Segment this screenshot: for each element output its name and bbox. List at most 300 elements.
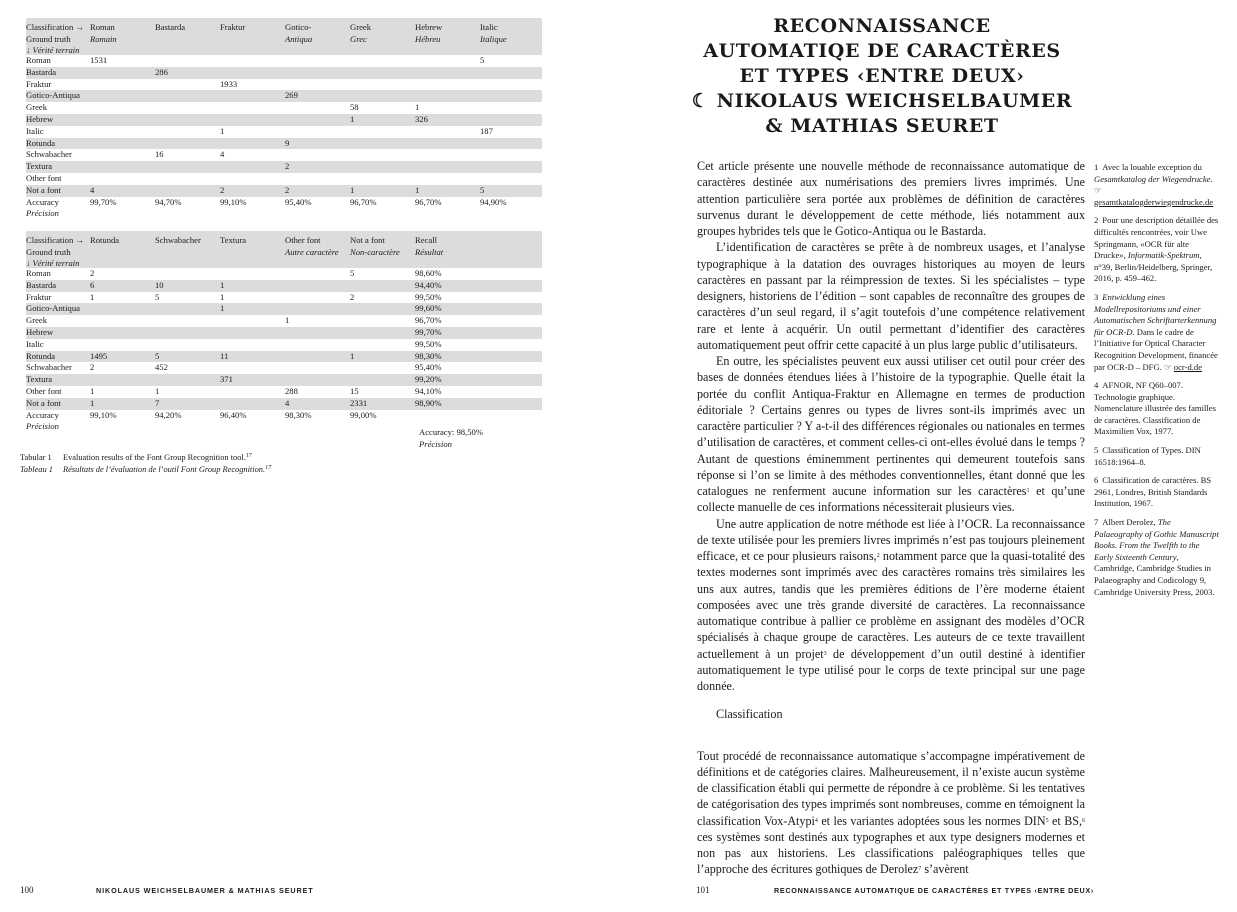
table-cell [90, 315, 155, 327]
table-cell [155, 126, 220, 138]
footnote-number: 1 [1094, 162, 1099, 172]
intro-paragraphs [697, 158, 1085, 694]
table-cell [155, 268, 220, 280]
table-cell [480, 161, 545, 173]
table-cell: 1531 [90, 55, 108, 65]
text-run: Albert Derolez, [1102, 517, 1158, 528]
footnote-number: 3 [1094, 291, 1099, 302]
table-cell: 2 [285, 184, 290, 195]
table-row [26, 303, 542, 315]
text-run: Tout procédé de reconnaissance automatique s’accompagne impérativement de définitions et de catégories claires. Malheureusement, il n’existe aucun système de classification établi qui permette de répondre à ce problème. Si les tentatives de catégorisation des types imprimés sont nombreuses, comme en témoignent la classification Vox-Atypi [697, 748, 1085, 828]
table-cell [90, 173, 155, 185]
column-header-en: Bastarda [155, 22, 186, 32]
table-cell [90, 138, 155, 150]
table-cell [155, 102, 220, 114]
table-cell [220, 362, 285, 374]
table-cell [220, 55, 285, 67]
row-label: Roman [26, 55, 51, 65]
table-cell [285, 67, 350, 79]
row-label: Rotunda [26, 350, 56, 361]
table-cell: 98,30% [415, 350, 442, 361]
italic-run: Informatik-Spektrum [1127, 250, 1200, 261]
table-cell [350, 67, 415, 79]
table-cell [480, 280, 545, 292]
row-label: Italic [26, 338, 44, 349]
table-cell: 5 [480, 55, 485, 65]
table-cell: 4 [90, 184, 95, 195]
table-cell: 15 [350, 385, 359, 396]
table-cell: 99,50% [415, 291, 442, 302]
footnote-ref: 4 [814, 817, 818, 824]
corner-ground-truth: Ground truth [26, 246, 71, 257]
table-row [26, 67, 542, 79]
corner-classification: Classification → [26, 22, 84, 32]
text-run: ces systèmes sont destinés aux typographes et aux type designers modernes et non pas aux historiens. Les classifications paléographiques telles que l’approche des écritures gothiques de Derolez [697, 829, 1085, 877]
accuracy-cell [480, 410, 545, 434]
table-row [26, 114, 542, 126]
table-cell: 1 [415, 184, 420, 195]
table-cell [285, 362, 350, 374]
table-cell [350, 126, 415, 138]
row-label: Rotunda [26, 137, 56, 148]
table-cell [350, 315, 415, 327]
table-row [26, 374, 542, 386]
table-cell [155, 138, 220, 150]
table-row [26, 161, 542, 173]
article-body [697, 158, 1085, 878]
body-paragraph [697, 516, 1085, 695]
table-cell [480, 268, 545, 280]
table-cell [285, 126, 350, 138]
footnote-ref: 5 [1045, 817, 1049, 824]
table1-header [26, 18, 542, 55]
table-cell [220, 339, 285, 351]
table-cell: 5 [155, 291, 160, 302]
column-header-fr: Hébreu [415, 33, 441, 44]
column-header-en: Schwabacher [155, 235, 201, 245]
table-cell [350, 339, 415, 351]
table-cell: 98,60% [415, 268, 442, 278]
header-corner [26, 235, 90, 270]
table-cell [220, 161, 285, 173]
table-cell: 2 [350, 291, 355, 302]
table-cell [285, 173, 350, 185]
overall-accuracy-fr: Précision [419, 438, 452, 449]
table-cell: 1 [90, 397, 95, 408]
table-cell: 99,20% [415, 374, 442, 385]
column-header [350, 22, 415, 57]
table-cell [480, 138, 545, 150]
table-row [26, 351, 542, 363]
table-cell: 1 [220, 291, 225, 302]
table-row [26, 126, 542, 138]
footnote [1094, 475, 1220, 510]
footnote-number: 2 [1094, 215, 1099, 226]
column-header [480, 22, 545, 57]
footnote-ref: 6 [1082, 817, 1086, 824]
table-cell [480, 327, 545, 339]
table-cell [155, 185, 220, 197]
table-cell: 98,90% [415, 397, 442, 408]
table-cell: 6 [90, 279, 95, 290]
table-cell: 1 [415, 102, 420, 113]
column-header [90, 22, 155, 57]
caption-text-en: Evaluation results of the Font Group Recognition tool. [63, 453, 246, 462]
table-cell: 371 [220, 374, 233, 385]
table-cell: 4 [220, 149, 225, 160]
accuracy-cell: 96,70% [350, 196, 377, 207]
table-cell [155, 114, 220, 126]
table-cell [480, 374, 545, 386]
row-label: Greek [26, 102, 47, 113]
accuracy-label [26, 410, 90, 434]
caption-tag-en: Tabular 1 [20, 453, 52, 462]
table-cell [220, 90, 285, 102]
text-run: Classification of Types. DIN 16518:1964–8. [1094, 445, 1201, 467]
accuracy-label-fr: Précision [26, 208, 59, 219]
footnote-ref: 2 [876, 553, 880, 559]
table-cell [350, 374, 415, 386]
table-cell [480, 351, 545, 363]
text-run: Avec la louable exception du [1102, 162, 1202, 172]
caption-text-fr: Résultats de l’évaluation de l’outil Font Group Recognition. [63, 464, 266, 474]
footnote-number: 7 [1094, 517, 1099, 528]
table-cell [285, 79, 350, 91]
column-header-en: Rotunda [90, 235, 120, 245]
page-number-left: 100 [20, 885, 34, 895]
table-cell [155, 327, 220, 339]
page-number-right: 101 [696, 885, 710, 895]
right-page [618, 0, 1237, 912]
table-cell: 1933 [220, 78, 238, 89]
table-cell [155, 79, 220, 91]
title-line: RECONNAISSANCE [773, 15, 991, 37]
table-cell: 1 [220, 125, 225, 136]
table-row [26, 102, 542, 114]
table-cell [350, 55, 415, 67]
table-cell [285, 339, 350, 351]
table-cell: 11 [220, 350, 229, 361]
row-label: Textura [26, 374, 53, 385]
text-run: . ☞ [1094, 173, 1213, 196]
body-paragraph [697, 158, 1085, 239]
table-cell [285, 303, 350, 315]
footnote [1094, 380, 1220, 438]
row-label: Roman [26, 268, 51, 278]
table-cell: 1 [220, 279, 225, 290]
table-cell [480, 173, 545, 185]
footnote-ref: 3 [823, 650, 827, 657]
table-cell [90, 374, 155, 386]
row-label: Schwabacher [26, 149, 72, 160]
table-row [26, 280, 542, 292]
accuracy-cell: 94,90% [480, 196, 507, 207]
column-header-fr: Italique [480, 33, 507, 44]
table-cell [350, 303, 415, 315]
table-cell [480, 398, 545, 410]
column-header [285, 235, 350, 270]
accuracy-cell: 94,20% [155, 409, 182, 420]
table-cell: 452 [155, 362, 168, 373]
table-cell: 286 [155, 66, 168, 77]
table-cell: 1 [155, 385, 160, 396]
table-cell: 326 [415, 113, 428, 124]
table-cell: 2 [220, 184, 225, 195]
table-cell [480, 102, 545, 114]
table-cell [220, 114, 285, 126]
column-header [415, 22, 480, 57]
table-cell [155, 55, 220, 67]
footnote [1094, 517, 1220, 598]
footnote-number: 4 [1094, 380, 1099, 391]
table-cell: 4 [285, 397, 290, 408]
table-row [26, 55, 542, 67]
column-header-en: Hebrew [415, 22, 443, 32]
running-head-right: RECONNAISSANCE AUTOMATIQUE DE CARACTÈRES ET TYPES ‹ENTRE DEUX› [774, 886, 1095, 895]
corner-verite: ↓ Vérité terrain [26, 258, 80, 269]
accuracy-cell: 99,10% [90, 409, 117, 420]
table-row [26, 185, 542, 197]
column-header-en: Fraktur [220, 22, 246, 32]
table-cell [90, 327, 155, 339]
table-cell [90, 161, 155, 173]
table-cell [90, 149, 155, 161]
accuracy-cell: 99,10% [220, 196, 247, 207]
table-cell [155, 374, 220, 386]
table-cell [220, 67, 285, 79]
table-cell [90, 339, 155, 351]
accuracy-cell: 96,40% [220, 409, 247, 420]
table-cell: 269 [285, 90, 298, 101]
footnote [1094, 445, 1220, 468]
table-cell [285, 149, 350, 161]
footnote-ref: 1 [1026, 488, 1030, 494]
row-label: Greek [26, 315, 47, 326]
row-label: Not a font [26, 397, 61, 408]
table-cell [285, 351, 350, 363]
left-page [0, 0, 600, 912]
table-cell [90, 126, 155, 138]
table-cell [350, 280, 415, 292]
table-cell [480, 79, 545, 91]
column-header-en: Other font [285, 235, 321, 245]
section-paragraph [697, 748, 1085, 878]
table-cell: 288 [285, 385, 298, 396]
title-line: AUTOMATIQE DE CARACTÈRES [703, 40, 1061, 62]
table-cell: 7 [155, 397, 160, 408]
footnote-ref: 7 [918, 866, 922, 873]
row-label: Fraktur [26, 291, 52, 302]
row-label: Bastarda [26, 279, 57, 290]
accuracy-cell: 96,70% [415, 196, 442, 207]
footnote [1094, 292, 1220, 373]
table-cell: 16 [155, 149, 164, 160]
link: gesamtkatalogderwiegendrucke.de [1094, 196, 1214, 207]
table-row [26, 362, 542, 374]
column-header-fr: Antiqua [285, 33, 313, 44]
row-label: Other font [26, 385, 62, 396]
table-cell [220, 173, 285, 185]
accuracy-cell: 95,40% [285, 196, 312, 207]
table-cell [220, 138, 285, 150]
accuracy-cell: 98,30% [285, 409, 312, 420]
column-header-en: Not a font [350, 235, 385, 245]
text-run: Classification de caractères. BS 2961, Londres, British Standards Institution, 1967. [1094, 475, 1212, 509]
table-row [26, 292, 542, 304]
table-cell [220, 398, 285, 410]
accuracy-label-en: Accuracy [26, 409, 59, 420]
table-row [26, 398, 542, 410]
italic-run: Entwicklung eines Modellrepositoriums und einer Automatischen Schriftarterkennung für OCR-D [1094, 291, 1217, 337]
text-run: et les variantes adoptées sous les normes DIN [817, 813, 1046, 828]
table-row [26, 79, 542, 91]
column-header [155, 235, 220, 270]
table-cell [90, 102, 155, 114]
table-cell [350, 161, 415, 173]
column-header-fr: Autre caractère [285, 246, 339, 257]
table-cell: 2331 [350, 397, 368, 408]
table-row [26, 386, 542, 398]
table-cell: 9 [285, 137, 290, 148]
table-cell [90, 79, 155, 91]
column-header-en: Textura [220, 235, 247, 245]
column-header-fr: Résultat [415, 246, 444, 257]
table-cell: 5 [480, 184, 485, 195]
title-line: & MATHIAS SEURET [765, 115, 999, 137]
table-row [26, 90, 542, 102]
footnote [1094, 162, 1220, 208]
accuracy-label [26, 197, 90, 221]
italic-run: Gesamtkatalog der Wiegendrucke [1094, 173, 1211, 184]
table-cell [480, 90, 545, 102]
text-run: . Dans le cadre de l’Initiative for Optical Character Recognition Development, financée par OCR-D – DFG. ☞ [1094, 326, 1218, 372]
table-cell [285, 114, 350, 126]
table-cell: 99,50% [415, 338, 442, 349]
table-cell [480, 315, 545, 327]
table-cell [285, 292, 350, 304]
column-header [415, 235, 480, 270]
table-cell: 94,40% [415, 279, 442, 290]
row-label: Textura [26, 161, 53, 172]
column-header [350, 235, 415, 270]
table-cell [155, 90, 220, 102]
table-cell [350, 149, 415, 161]
text-run: et qu’une collecte manuelle de ces informations nécessiterait plusieurs vies. [697, 484, 1086, 515]
table-cell [415, 90, 480, 102]
results-table-2 [26, 231, 542, 434]
table-cell [285, 102, 350, 114]
text-run: notamment parce que la quasi-totalité des textes modernes sont imprimés avec des caractères romains très similaires les uns aux autres, tandis que les premières éditions de l’ère moderne étaient composées avec une très grande diversité de caractères. La reconnaissance automatique contribue à pallier ce problème en assignant des modèles d’OCR spécialisés à chaque groupe de caractères. Les auteurs de ce texte travaillent actuellement à un projet [697, 549, 1085, 661]
overall-accuracy-en: Accuracy: 98,50% [419, 427, 483, 437]
text-run: et BS, [1048, 813, 1083, 828]
text-run: s’avèrent [921, 862, 969, 877]
row-label: Gotico-Antiqua [26, 90, 80, 101]
table-cell: 94,10% [415, 385, 442, 396]
body-paragraph [697, 239, 1085, 353]
table-cell: 2 [90, 268, 95, 278]
table-cell: 58 [350, 102, 359, 113]
corner-classification: Classification → [26, 235, 84, 245]
accuracy-cell: 94,70% [155, 196, 182, 207]
column-header [220, 235, 285, 270]
text-run: AFNOR, NF Q60–007. Technologie graphique. Nomenclature illustrée des familles de caractères. Classification de Maximilien Vox, 1977. [1094, 380, 1216, 437]
table-cell [90, 90, 155, 102]
table-cell [415, 161, 480, 173]
table-cell [155, 173, 220, 185]
table-cell [415, 67, 480, 79]
column-header-en: Greek [350, 22, 371, 32]
table-cell: 1 [350, 350, 355, 361]
table-cell [480, 114, 545, 126]
table-cell [155, 161, 220, 173]
italic-run: The Palaeography of Gothic Manuscript Books. From the Twelfth to the Early Sixteenth Century [1094, 517, 1219, 562]
column-header-fr: Romain [90, 33, 117, 44]
table-cell [415, 173, 480, 185]
table-cell [350, 327, 415, 339]
table-cell: 1495 [90, 350, 108, 361]
table-cell [220, 386, 285, 398]
table-cell: 99,70% [415, 326, 442, 337]
table-cell [350, 362, 415, 374]
table-cell [480, 303, 545, 315]
footnotes [1094, 162, 1220, 605]
text-run: , Cambridge, Cambridge Studies in Palaeography and Codicology 9, Cambridge University Press, 2003. [1094, 551, 1215, 597]
column-header [155, 22, 220, 57]
table-cell [415, 138, 480, 150]
accuracy-cell: 99,00% [350, 409, 377, 420]
table-cell: 187 [480, 125, 493, 136]
table-cell [480, 292, 545, 304]
row-label: Schwabacher [26, 362, 72, 373]
table-cell [90, 303, 155, 315]
table-cell [285, 374, 350, 386]
column-header-en: Roman [90, 22, 115, 32]
column-header [90, 235, 155, 270]
table-cell: 1 [285, 315, 290, 326]
table-row [26, 173, 542, 185]
table-cell [220, 102, 285, 114]
table-cell [480, 149, 545, 161]
table-cell [155, 339, 220, 351]
column-header-en: Recall [415, 235, 437, 245]
table-cell [155, 315, 220, 327]
table-row [26, 315, 542, 327]
table-cell [480, 362, 545, 374]
table2-header [26, 231, 542, 268]
title-line: ET TYPES ‹ENTRE DEUX› [739, 65, 1025, 87]
table-cell: 1 [350, 184, 355, 195]
column-header [220, 22, 285, 57]
table-row [26, 339, 542, 351]
table-cell: 2 [90, 362, 95, 373]
column-header [285, 22, 350, 57]
body-paragraph [697, 353, 1085, 516]
table-cell: 1 [90, 291, 95, 302]
corner-ground-truth: Ground truth [26, 33, 71, 44]
table-cell [415, 55, 480, 67]
caption-note-ref: 17 [245, 453, 252, 459]
table-cell [415, 149, 480, 161]
caption-note-ref-fr: 17 [265, 464, 272, 471]
table-cell [415, 79, 480, 91]
table-cell [285, 268, 350, 280]
table-cell: 99,60% [415, 303, 442, 314]
link: ocr-d.de [1173, 361, 1203, 372]
table-cell [285, 327, 350, 339]
text-run: Cet article présente une nouvelle méthode de reconnaissance automatique de caractères destinée aux numérisations des premiers livres imprimés. Une attention particulière sera portée aux problèmes de définition de caractères survenus durant le développement de cette méthode, liés notamment aux groupes hybrides tels que le Gotico-Antiqua ou le Bastarda. [697, 159, 1085, 238]
title-line: ☾ NIKOLAUS WEICHSELBAUMER [691, 90, 1073, 112]
table-cell [350, 79, 415, 91]
